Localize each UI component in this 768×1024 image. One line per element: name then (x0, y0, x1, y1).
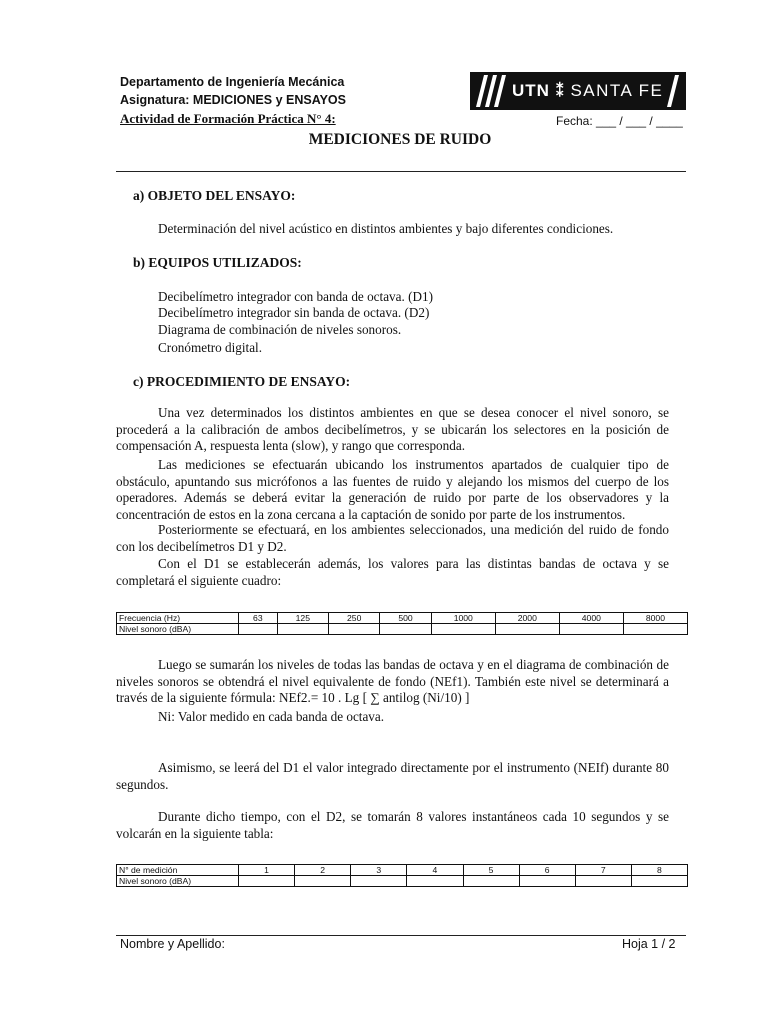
table-row (117, 876, 688, 887)
logo-end-stripe (667, 75, 679, 107)
page-title: MEDICIONES DE RUIDO (308, 131, 492, 148)
frequency-cell: 2000 (495, 613, 559, 624)
frequency-cell: 4000 (559, 613, 623, 624)
formula-note: Ni: Valor medido en cada banda de octava. (158, 709, 385, 724)
measurement-number-cell: 4 (407, 865, 463, 876)
measurement-table (116, 864, 688, 887)
blank-cell (495, 624, 559, 635)
procedure-paragraph: Con el D1 se establecerán además, los valores para las distintas bandas de octava y se completará el siguiente cuadro: (116, 556, 669, 588)
frequency-cell: 1000 (431, 613, 495, 624)
blank-cell (631, 876, 687, 887)
table-row (117, 624, 688, 635)
measurement-number-cell: 3 (351, 865, 407, 876)
section-a-text: Determinación del nivel acústico en distintos ambientes y bajo diferentes condiciones. (158, 221, 614, 236)
equipment-item: Decibelímetro integrador con banda de octava. (D1) (158, 289, 433, 304)
procedure-paragraph: Asimismo, se leerá del D1 el valor integrado directamente por el instrumento (NEIf) durante 80 segundos. (116, 760, 669, 792)
utn-logo (470, 72, 686, 110)
measurement-number-cell: 7 (575, 865, 631, 876)
blank-cell (277, 624, 328, 635)
measurement-number-cell: 2 (295, 865, 351, 876)
table-row-label: Nivel sonoro (dBA) (117, 876, 239, 887)
logo-symbol-icon: ⁑ (555, 83, 565, 100)
measurement-number-cell: 8 (631, 865, 687, 876)
frequency-cell: 63 (239, 613, 278, 624)
title-divider (116, 171, 686, 172)
blank-cell (575, 876, 631, 887)
section-a-heading: a) OBJETO DEL ENSAYO: (133, 188, 296, 203)
blank-cell (519, 876, 575, 887)
blank-cell (239, 876, 295, 887)
frequency-cell: 250 (329, 613, 380, 624)
blank-cell (463, 876, 519, 887)
table-row (117, 865, 688, 876)
procedure-paragraph: Durante dicho tiempo, con el D2, se tomarán 8 valores instantáneos cada 10 segundos y se volcarán en la siguiente tabla: (116, 809, 669, 841)
equipment-item: Diagrama de combinación de niveles sonoros. (158, 322, 402, 337)
measurement-number-cell: 1 (239, 865, 295, 876)
footer-divider (116, 935, 686, 936)
blank-cell (380, 624, 431, 635)
logo-text-santa-fe: SANTA FE (570, 81, 664, 100)
measurement-number-cell: 6 (519, 865, 575, 876)
equipment-item: Cronómetro digital. (158, 340, 263, 355)
procedure-paragraph: Posteriormente se efectuará, en los ambientes seleccionados, una medición del ruido de fondo con los decibelímetros D1 y D2. (116, 522, 669, 554)
page-number: Hoja 1 / 2 (622, 937, 676, 951)
blank-cell (431, 624, 495, 635)
department-label: Departamento de Ingeniería Mecánica (120, 75, 345, 89)
frequency-cell: 500 (380, 613, 431, 624)
octave-band-table (116, 612, 688, 635)
procedure-paragraph: Luego se sumarán los niveles de todas las bandas de octava y en el diagrama de combinación de niveles sonoros se obtendrá el nivel equivalente de fondo (NEf1). También este nivel se determinará a través de la siguiente fórmula: NEf2.= 10 . Lg [ ∑ antilog (Ni/10) ] (116, 657, 669, 705)
table-row-label: Frecuencia (Hz) (117, 613, 239, 624)
date-label: Fecha: ___ / ___ / ____ (556, 114, 683, 128)
logo-text-utn: UTN (512, 81, 550, 100)
blank-cell (407, 876, 463, 887)
frequency-cell: 125 (277, 613, 328, 624)
blank-cell (295, 876, 351, 887)
frequency-cell: 8000 (623, 613, 687, 624)
blank-cell (329, 624, 380, 635)
section-b-heading: b) EQUIPOS UTILIZADOS: (133, 255, 302, 270)
procedure-paragraph: Una vez determinados los distintos ambientes en que se desea conocer el nivel sonoro, se procederá a la calibración de ambos decibelímetros, y se ubicarán los selectores en la posición de compensación A, respuesta lenta (slow), y rango que corresponda. (116, 405, 669, 453)
blank-cell (239, 624, 278, 635)
subject-label: Asignatura: MEDICIONES y ENSAYOS (120, 93, 346, 107)
table-row (117, 613, 688, 624)
equipment-item: Decibelímetro integrador sin banda de octava. (D2) (158, 305, 430, 320)
name-label: Nombre y Apellido: (120, 937, 225, 951)
blank-cell (559, 624, 623, 635)
logo-stripes-icon (480, 75, 502, 107)
blank-cell (351, 876, 407, 887)
table-row-label: N° de medición (117, 865, 239, 876)
measurement-number-cell: 5 (463, 865, 519, 876)
blank-cell (623, 624, 687, 635)
procedure-paragraph: Las mediciones se efectuarán ubicando los instrumentos apartados de cualquier tipo de obstáculo, apuntando sus micrófonos a las fuentes de ruido y alejando los mismos del cuerpo de los operadores. Además se deberá evitar la generación de ruido por parte de los observadores y la concentración de estos en la zona cercana a la captación de sonido por parte de los instrumentos. (116, 457, 669, 522)
section-c-heading: c) PROCEDIMIENTO DE ENSAYO: (133, 374, 351, 389)
table-row-label: Nivel sonoro (dBA) (117, 624, 239, 635)
activity-label: Actividad de Formación Práctica N° 4: (120, 111, 336, 126)
